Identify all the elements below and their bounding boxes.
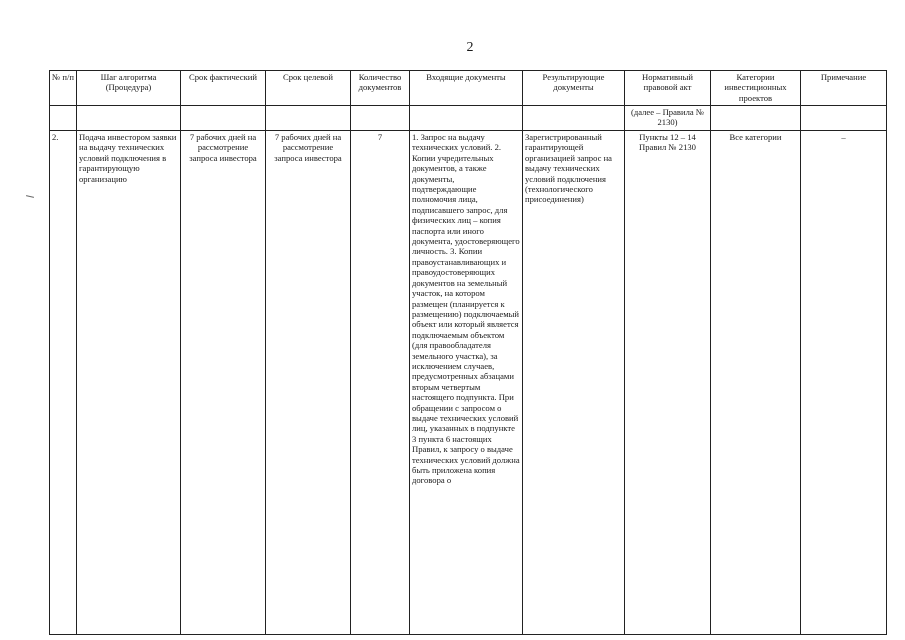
table-row	[50, 131, 887, 635]
header-number: № п/п	[50, 71, 77, 106]
cell-legal-act-continuation: (далее – Правила № 2130)	[625, 106, 711, 131]
cell-empty	[410, 106, 523, 131]
cell-incoming-docs: 1. Запрос на выдачу технических условий. 2. Копии учредительных документов, а также документы, подтверждающие полномочия лица, подписавшего запрос, для физических лиц – копия паспорта или иного документа, удостоверяющего личность. 3. Копии правоустанавливающих и правоудостоверяющих документов на земельный участок, на котором размещен (планируется к размещению) подключаемый объект или который является подключаемым объектом (для правообладателя земельного участка), за исключением случаев, предусмотренных абзацами вторым четвертым настоящего подпункта. При обращении с запросом о выдаче технических условий лиц, указанных в подпункте 3 пункта 6 настоящих Правил, к запросу о выдаче технических условий должна быть приложена копия договора о	[410, 131, 523, 635]
header-categories: Категории инвестиционных проектов	[711, 71, 801, 106]
cell-empty	[351, 106, 410, 131]
header-term-actual: Срок фактический	[181, 71, 266, 106]
header-legal-act: Нормативный правовой акт	[625, 71, 711, 106]
cell-empty	[77, 106, 181, 131]
cell-empty	[266, 106, 351, 131]
cell-number: 2.	[50, 131, 77, 635]
cell-empty	[711, 106, 801, 131]
scan-artifact	[26, 195, 34, 198]
procedure-table	[49, 70, 887, 635]
header-incoming-docs: Входящие документы	[410, 71, 523, 106]
cell-step: Подача инвестором заявки на выдачу технических условий подключения в гарантирующую организацию	[77, 131, 181, 635]
header-step: Шаг алгоритма (Процедура)	[77, 71, 181, 106]
cell-empty	[801, 106, 887, 131]
header-note: Примечание	[801, 71, 887, 106]
header-doc-count: Количество документов	[351, 71, 410, 106]
cell-empty	[50, 106, 77, 131]
cell-legal-act: Пункты 12 – 14 Правил № 2130	[625, 131, 711, 635]
header-term-target: Срок целевой	[266, 71, 351, 106]
header-result-docs: Результирующие документы	[523, 71, 625, 106]
cell-empty	[181, 106, 266, 131]
cell-categories: Все категории	[711, 131, 801, 635]
cell-term-target: 7 рабочих дней на рассмотрение запроса инвестора	[266, 131, 351, 635]
cell-note: –	[801, 131, 887, 635]
cell-empty	[523, 106, 625, 131]
table-header-row	[50, 71, 887, 106]
table-row	[50, 106, 887, 131]
page-number: 2	[466, 40, 474, 55]
cell-doc-count: 7	[351, 131, 410, 635]
cell-result-docs: Зарегистрированный гарантирующей организацией запрос на выдачу технических условий подключения (технологического присоединения)	[523, 131, 625, 635]
cell-term-actual: 7 рабочих дней на рассмотрение запроса инвестора	[181, 131, 266, 635]
